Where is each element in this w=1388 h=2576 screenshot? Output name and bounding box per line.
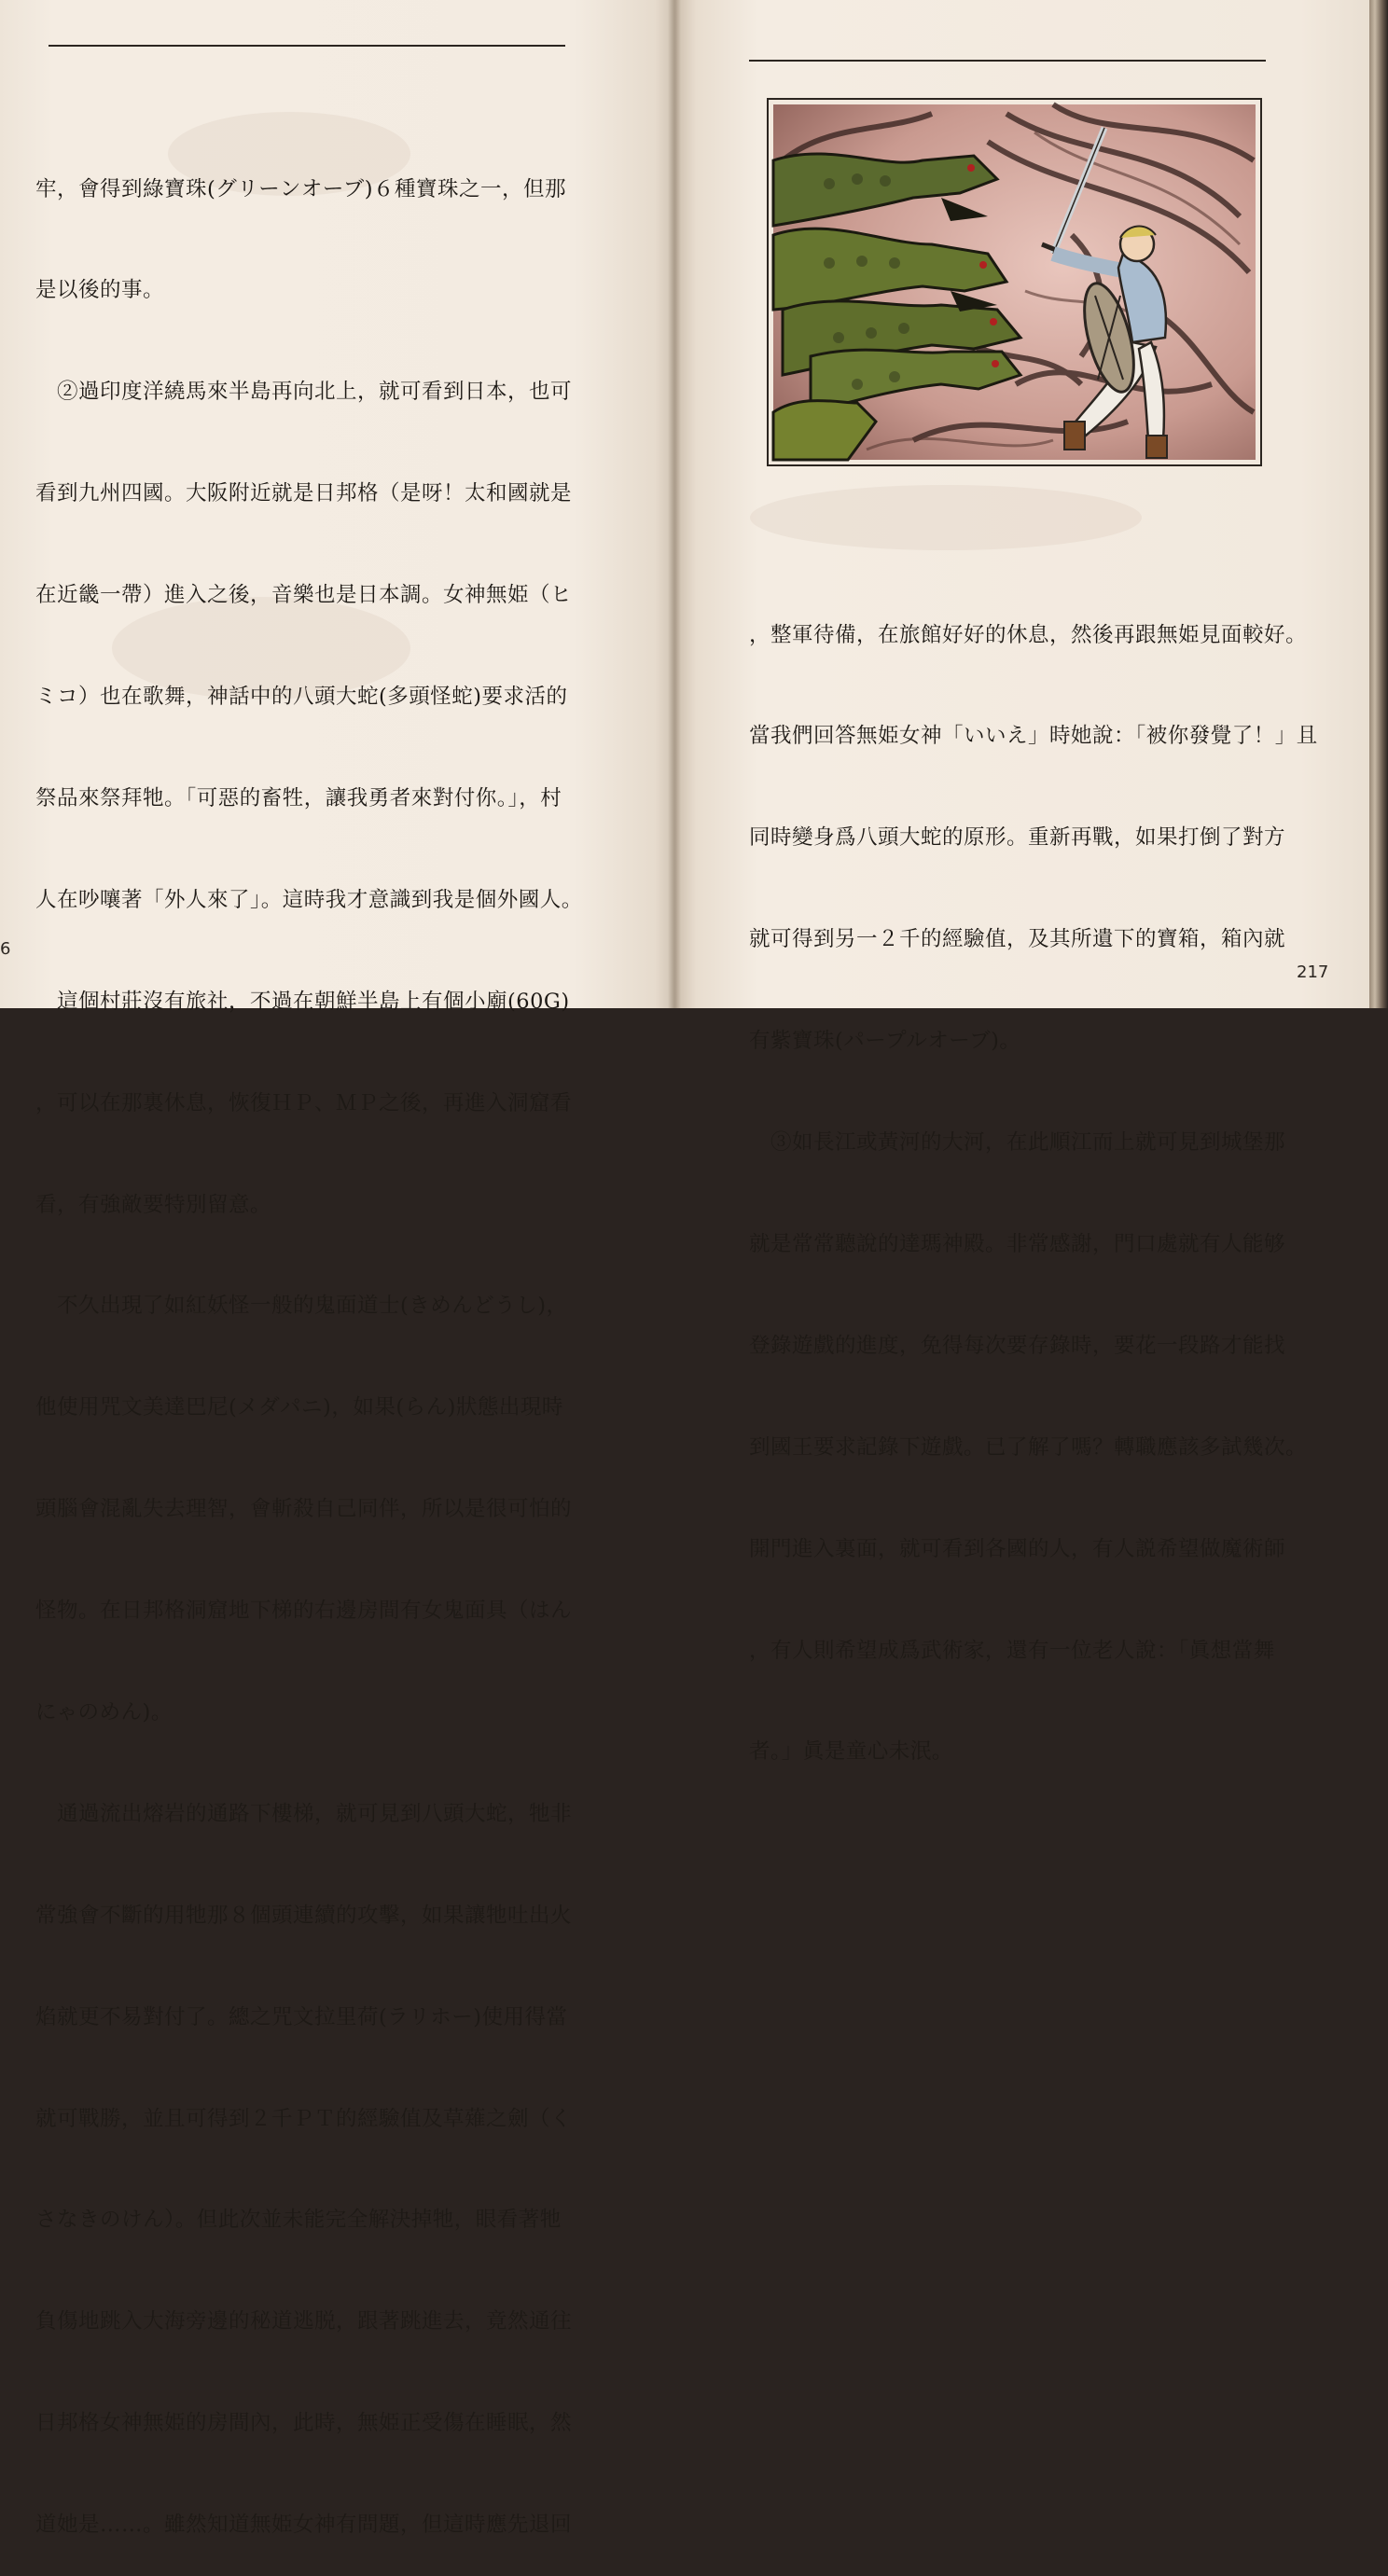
text-line: 看到九州四國。大阪附近就是日邦格（是呀！太和國就是 bbox=[35, 481, 573, 506]
text-line: 就是常常聽說的達瑪神殿。非常感謝，門口處就有人能够 bbox=[749, 1231, 1286, 1256]
text-line: 在近畿一帶）進入之後，音樂也是日本調。女神無姫（ヒ bbox=[35, 583, 573, 608]
text-line: 頭腦會混亂失去理智，會斬殺自己同伴，所以是很可怕的 bbox=[35, 1497, 573, 1522]
text-line: さなきのけん）。但此次並未能完全解決掉牠，眼看著牠 bbox=[35, 2208, 562, 2233]
text-line: ②過印度洋繞馬來半島再向北上，就可看到日本，也可 bbox=[35, 380, 573, 405]
text-line: 日邦格女神無姫的房間內，此時，無姫正受傷在睡眠，然 bbox=[35, 2411, 573, 2436]
book-edge bbox=[1369, 0, 1388, 1008]
text-line: 常強會不斷的用牠那８個頭連續的攻擊，如果讓牠吐出火 bbox=[35, 1903, 573, 1928]
text-line: 有紫寶珠(パープルオーブ)。 bbox=[749, 1029, 1021, 1054]
text-line: 是以後的事。 bbox=[35, 278, 165, 303]
text-line: 怪物。在日邦格洞窟地下梯的右邊房間有女鬼面具（はん bbox=[35, 1599, 573, 1624]
text-line: 負傷地跳入大海旁邊的秘道逃脱，跟著跳進去，竟然通往 bbox=[35, 2309, 573, 2334]
text-line: ③如長江或黃河的大河，在此順江而上就可見到城堡那 bbox=[749, 1130, 1286, 1156]
text-line: にゃのめん)。 bbox=[35, 1699, 173, 1724]
text-line: 祭品來祭拜牠。「可惡的畜牲，讓我勇者來對付你。」，村 bbox=[35, 785, 562, 810]
text-line: ミコ）也在歌舞，神話中的八頭大蛇(多頭怪蛇)要求活的 bbox=[35, 685, 568, 710]
text-line: 者。」眞是童心未泯。 bbox=[749, 1739, 953, 1765]
text-line: 焰就更不易對付了。總之咒文拉里荷(ラリホー)使用得當 bbox=[35, 2004, 568, 2029]
text-line: 他使用咒文美達巴尼(メダパニ)，如果(らん)狀態出現時 bbox=[35, 1395, 563, 1420]
text-line: 同時變身爲八頭大蛇的原形。重新再戰，如果打倒了對方 bbox=[749, 825, 1286, 851]
text-line: 當我們回答無姫女神「いいえ」時她說：「被你發覺了！」且 bbox=[749, 724, 1318, 749]
text-line: 到國王要求記錄下遊戲。已了解了嗎？轉職應該多試幾次。 bbox=[749, 1434, 1308, 1460]
text-line: ，整軍待備，在旅館好好的休息，然後再跟無姫見面較好。 bbox=[749, 622, 1308, 647]
paper-stain bbox=[750, 485, 1142, 550]
text-line: 道她是……。雖然知道無姫女神有問題，但這時應先退回 bbox=[35, 2513, 573, 2538]
text-line: ，可以在那裏休息，恢復ＨＰ、ＭＰ之後，再進入洞窟看 bbox=[35, 1090, 573, 1115]
illustration-art bbox=[773, 104, 1256, 460]
right-page-body bbox=[749, 550, 1318, 1803]
text-line: 這個村莊沒有旅社，不過在朝鮮半島上有個小廟(60G) bbox=[35, 989, 570, 1014]
dragon-battle-illustration bbox=[767, 98, 1262, 466]
text-line: 開門進入裏面，就可看到各國的人，有人説希望做魔術師 bbox=[749, 1536, 1286, 1561]
right-page-number: 217 bbox=[1297, 963, 1329, 982]
left-page-number: 6 bbox=[0, 939, 11, 959]
text-line: 登錄遊戲的進度，免得每次要存錄時，要花一段路才能找 bbox=[749, 1333, 1286, 1358]
right-header-rule bbox=[749, 60, 1266, 62]
left-header-rule bbox=[49, 45, 565, 47]
text-line: ，有人則希望成爲武術家，還有一位老人說：「眞想當舞 bbox=[749, 1638, 1275, 1663]
text-line: 不久出現了如紅妖怪一般的鬼面道士(きめんどうし)， bbox=[35, 1294, 568, 1319]
text-line: 牢，會得到綠寶珠(グリーンオーブ)６種寶珠之一，但那 bbox=[35, 176, 566, 201]
text-line: 就可戰勝，並且可得到２千ＰＴ的經驗值及草薙之劍（く bbox=[35, 2106, 573, 2131]
text-line: 看，有強敵要特別留意。 bbox=[35, 1192, 272, 1217]
text-line: 人在吵嚷著「外人來了」。這時我才意識到我是個外國人。 bbox=[35, 887, 583, 912]
text-line: 通過流出熔岩的通路下樓梯，就可見到八頭大蛇，牠非 bbox=[35, 1801, 573, 1826]
book-gutter bbox=[668, 0, 681, 1008]
left-page-body bbox=[35, 104, 583, 2576]
text-line: 就可得到另一２千的經驗值，及其所遺下的寶箱，箱內就 bbox=[749, 927, 1286, 952]
